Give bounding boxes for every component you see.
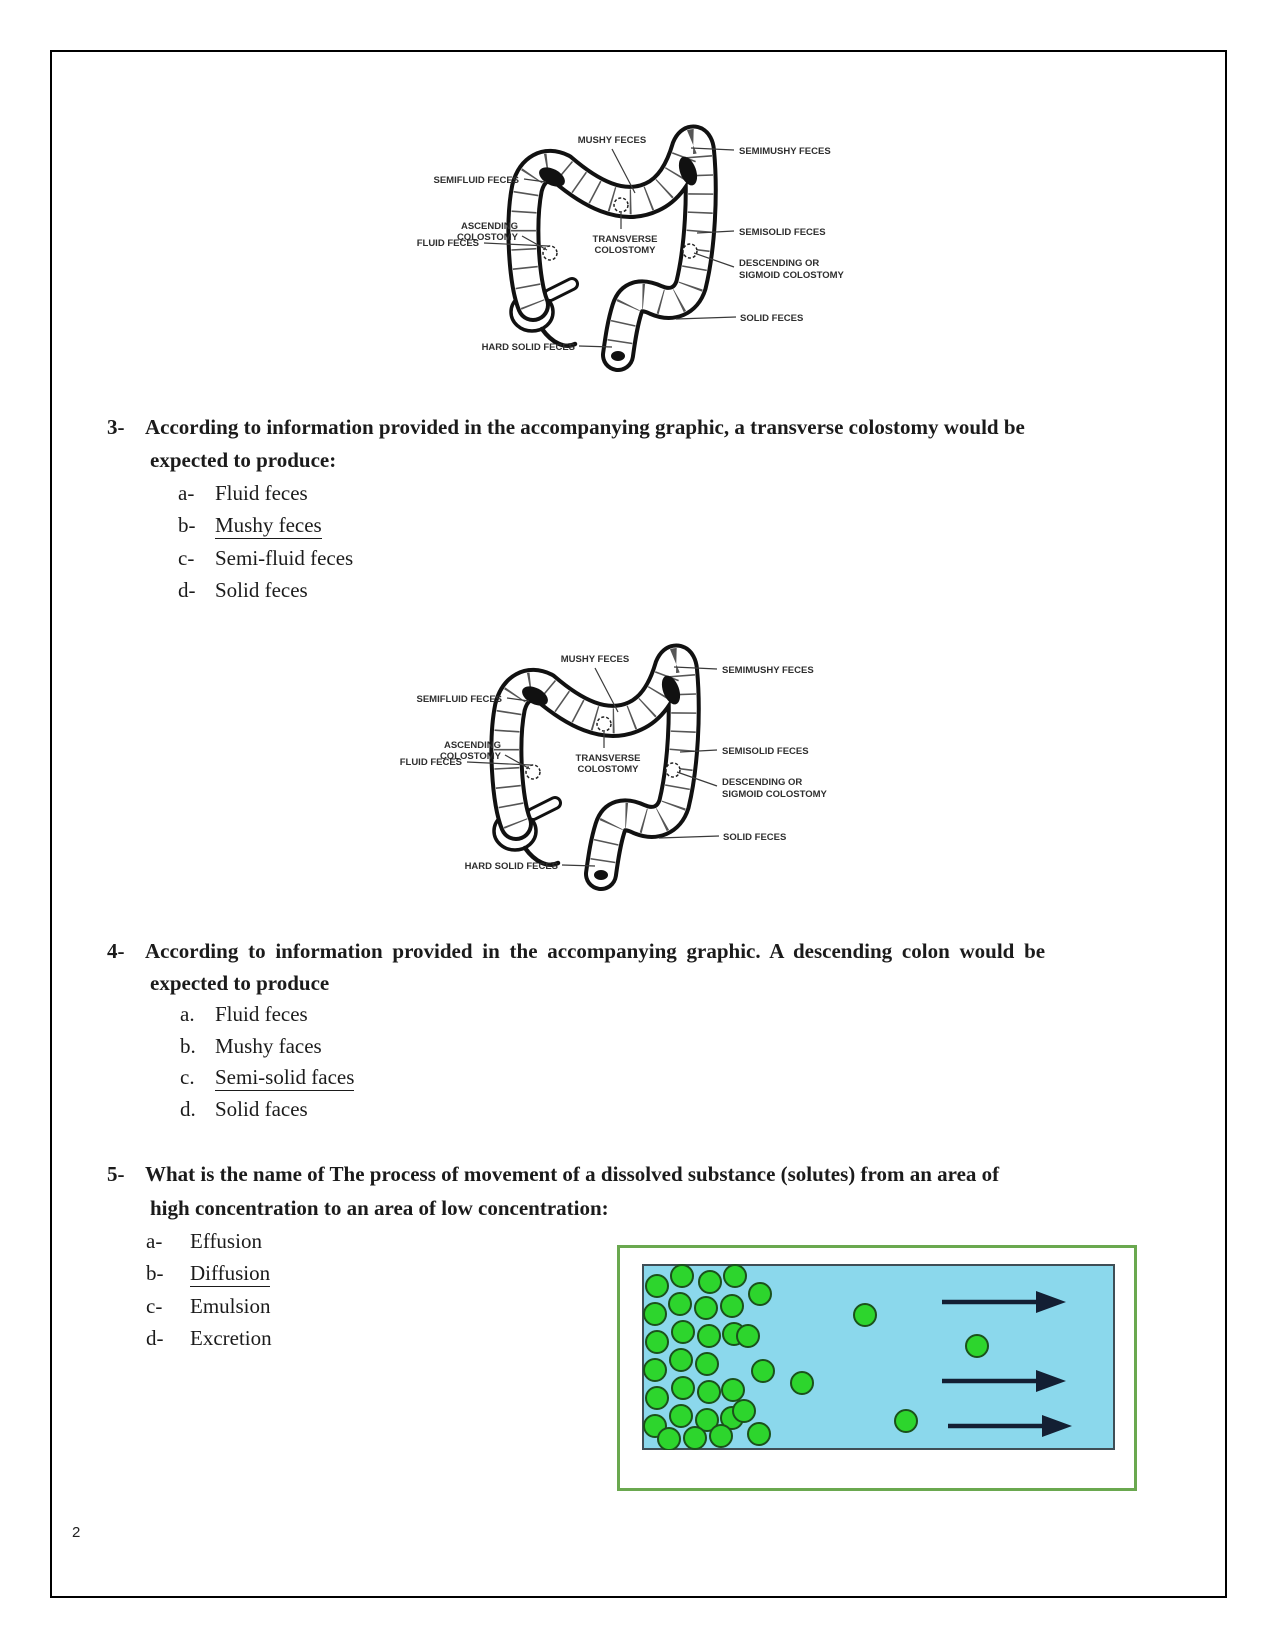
label-mushy-feces: MUSHY FECES [560,654,630,665]
question-5-number: 5- [107,1162,125,1186]
question-5-line1: 5- What is the name of The process of movement of a dissolved substance (solutes) from an area of [107,1162,1000,1186]
label-transverse-colostomy-1: TRANSVERSE [575,753,641,764]
label-transverse-colostomy-1: TRANSVERSE [592,234,658,245]
q3-option-c: c- Semi-fluid feces [178,546,354,570]
label-fluid-feces: FLUID FECES [416,238,479,249]
q5-option-d: d- Excretion [146,1326,272,1350]
q4-option-d: d. Solid faces [180,1097,308,1121]
label-semimushy-feces: SEMIMUSHY FECES [739,146,831,157]
diffusion-illustration [642,1264,1115,1450]
colon-diagram-1 [400,93,850,381]
q5-option-a: a- Effusion [146,1229,262,1253]
q3-option-b: b- Mushy feces [178,513,322,537]
question-3-number: 3- [107,415,125,439]
label-descending-1: DESCENDING OR [722,777,803,788]
diffusion-figure [617,1245,1137,1491]
label-semisolid-feces: SEMISOLID FECES [722,746,809,757]
label-fluid-feces: FLUID FECES [399,757,462,768]
label-ascending-colostomy-1: ASCENDING [460,221,518,232]
label-hard-solid-feces: HARD SOLID FECES [481,342,575,353]
label-ascending-colostomy-2: COLOSTOMY [439,751,501,762]
question-3-line2: expected to produce: [150,448,337,472]
label-transverse-colostomy-2: COLOSTOMY [577,764,639,775]
page-number: 2 [72,1524,81,1541]
label-semisolid-feces: SEMISOLID FECES [739,227,826,238]
question-3-line1: 3- According to information provided in the accompanying graphic, a transverse colostomy would be [107,415,1025,439]
q4-option-b: b. Mushy faces [180,1034,322,1058]
label-transverse-colostomy-2: COLOSTOMY [594,245,656,256]
label-descending-1: DESCENDING OR [739,258,820,269]
label-semimushy-feces: SEMIMUSHY FECES [722,665,814,676]
question-4-number: 4- [107,939,125,963]
question-5-line2: high concentration to an area of low concentration: [150,1196,609,1220]
label-ascending-colostomy-1: ASCENDING [443,740,501,751]
label-hard-solid-feces: HARD SOLID FECES [464,861,558,872]
label-mushy-feces: MUSHY FECES [577,135,647,146]
label-solid-feces: SOLID FECES [740,313,804,324]
label-semifluid-feces: SEMIFLUID FECES [416,694,502,705]
label-descending-2: SIGMOID COLOSTOMY [722,789,827,800]
q4-option-a: a. Fluid feces [180,1002,308,1026]
label-ascending-colostomy-2: COLOSTOMY [456,232,518,243]
q5-option-b: b- Diffusion [146,1261,271,1285]
q3-option-d: d- Solid feces [178,578,308,602]
label-descending-2: SIGMOID COLOSTOMY [739,270,844,281]
colon-diagram-2 [383,612,833,900]
question-4-line2: expected to produce [150,971,330,995]
q5-option-c: c- Emulsion [146,1294,271,1318]
question-4-line1: 4- According to information provided in the accompanying graphic. A descending colon would be [107,939,1046,963]
q4-option-c: c. Semi-solid faces [180,1065,355,1089]
label-solid-feces: SOLID FECES [723,832,787,843]
label-semifluid-feces: SEMIFLUID FECES [433,175,519,186]
q3-option-a: a- Fluid feces [178,481,308,505]
